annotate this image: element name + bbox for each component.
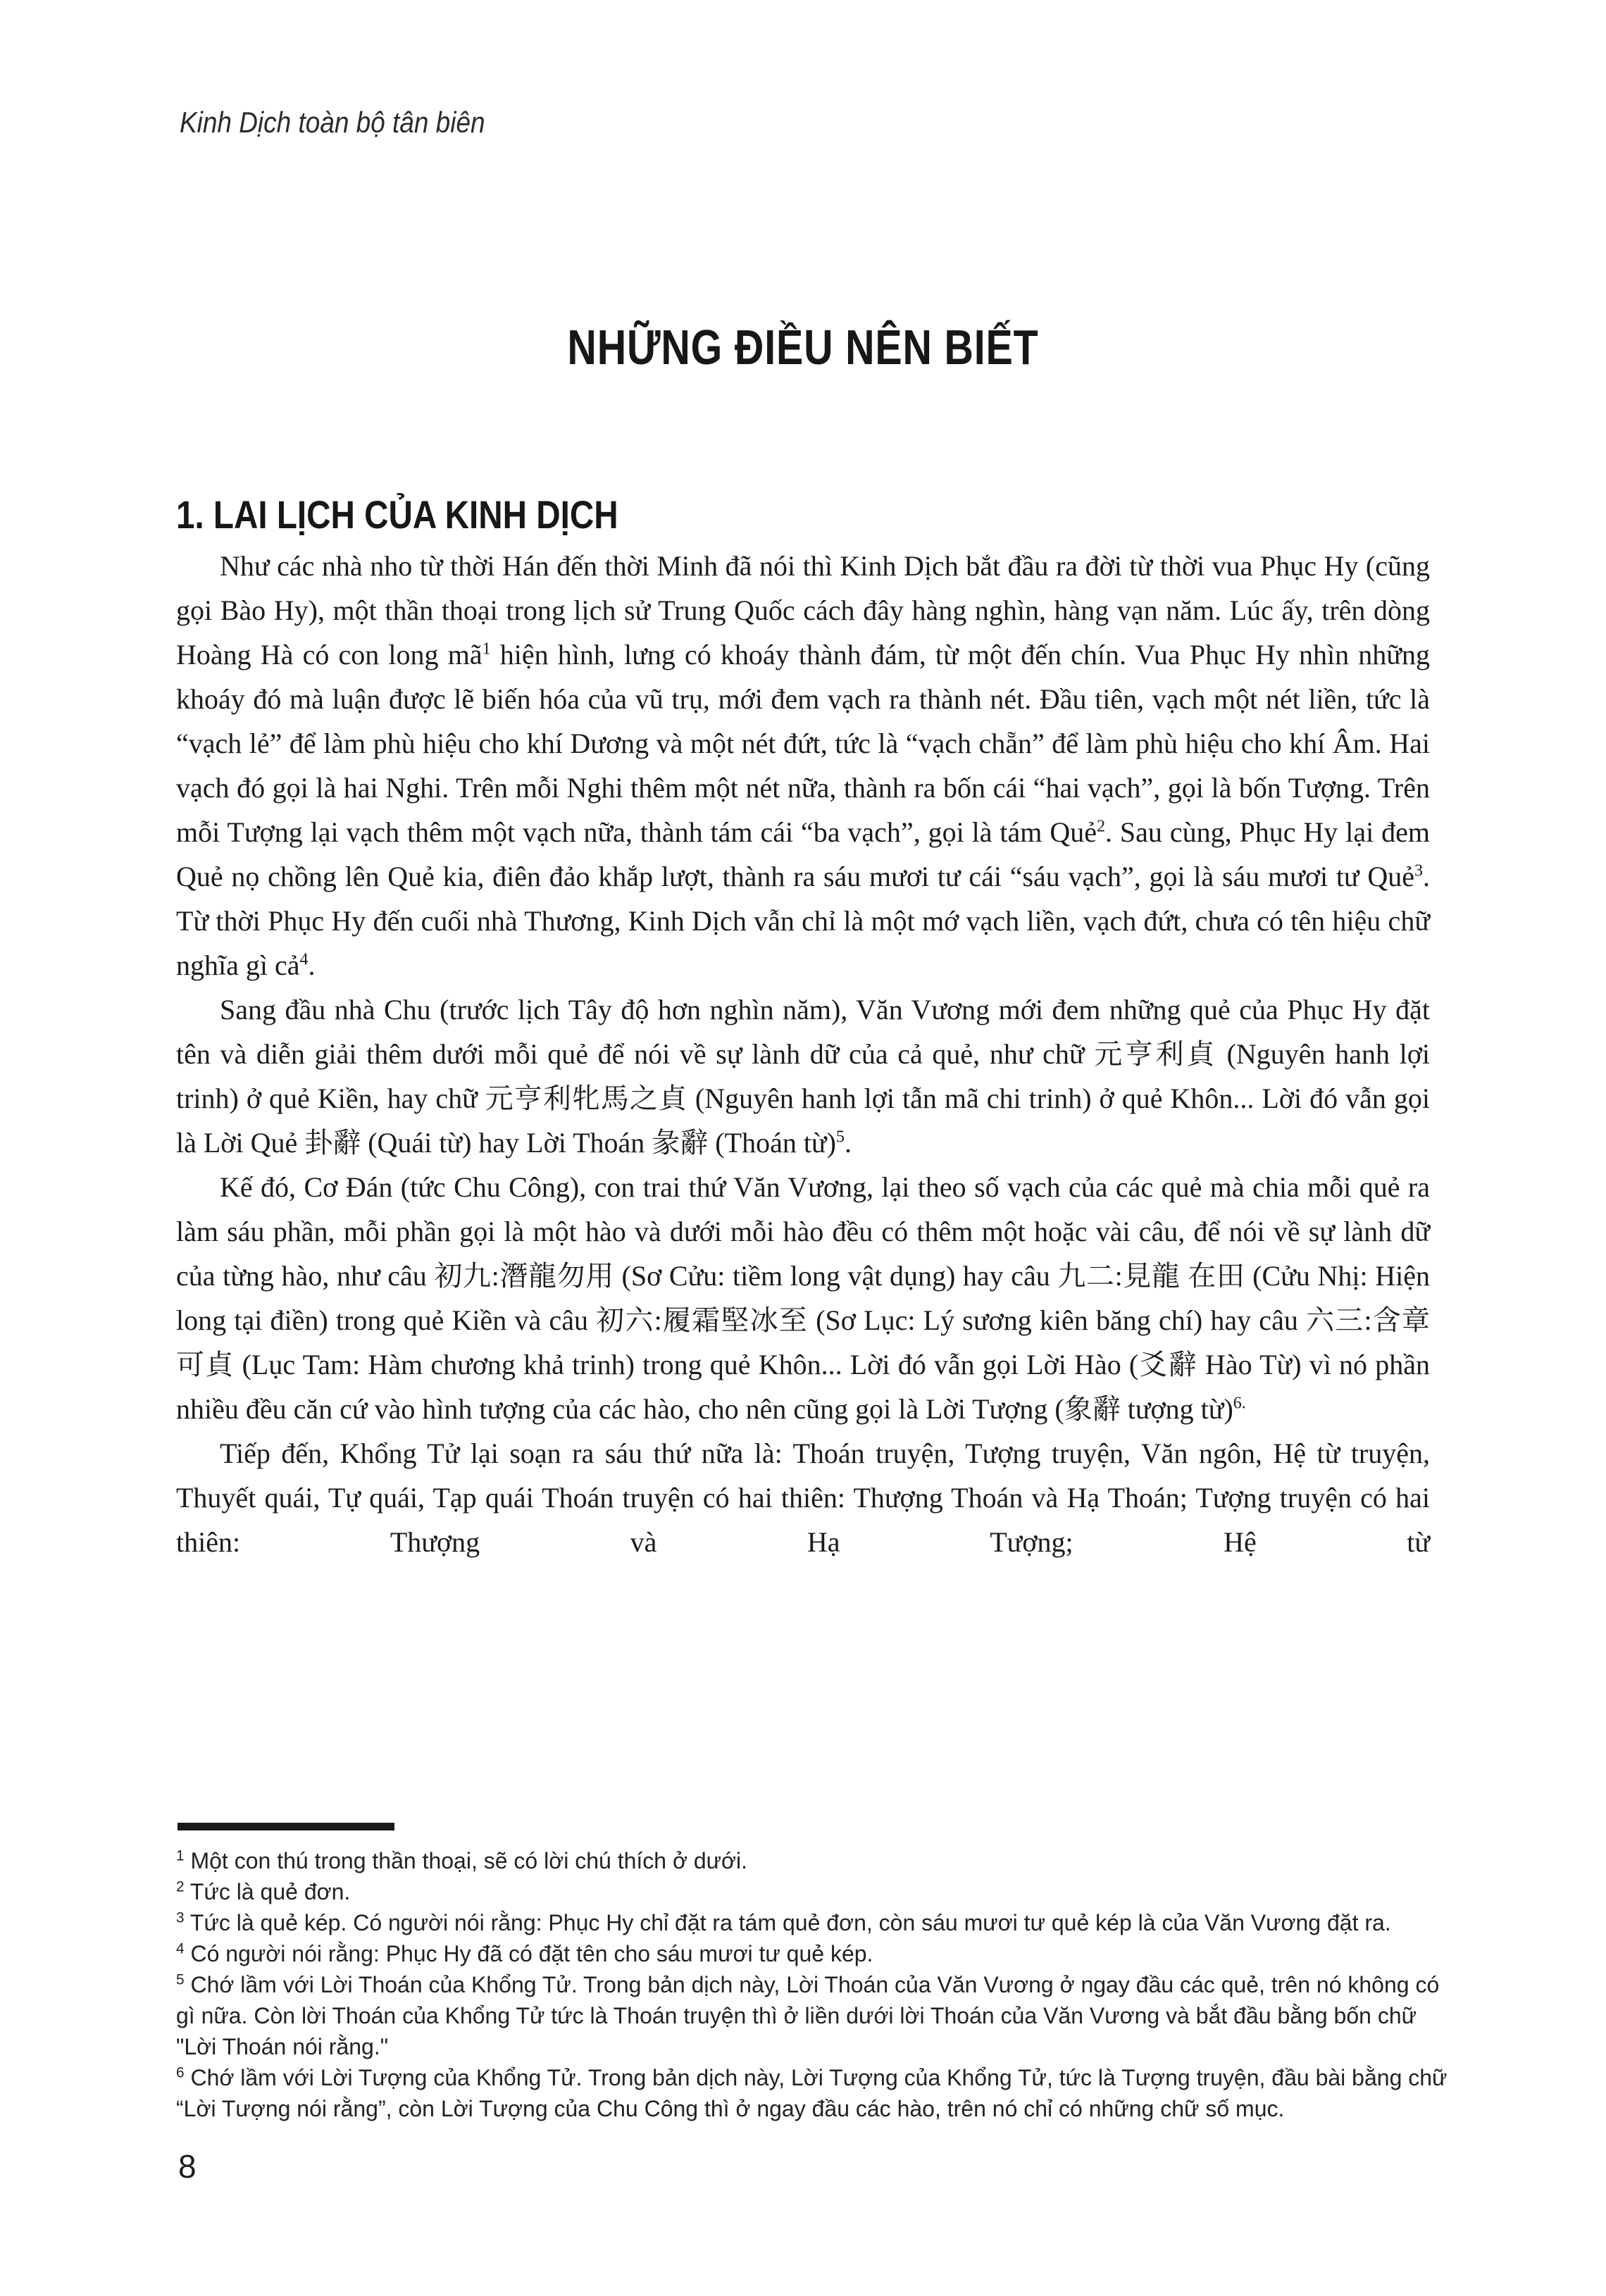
footnote-item: $^4$ Có người nói rằng: Phục Hy đã có đặt tên cho sáu mươi tư quẻ kép. [176, 1940, 873, 1966]
footnote-item: $^5$ Chớ lầm với Lời Thoán của Khổng Tử. Trong bản dịch này, Lời Thoán của Văn Vương ở ngay đầu các quẻ, trên nó không có gì nữa. Còn lời Thoán của Khổng Tử tức là Thoán truyện thì ở liền dưới lời Thoán của Văn Vương và bắt đầu bằng bốn chữ "Lời Thoán nói rằng." [176, 1971, 1440, 2059]
footnote-ref: 5 [835, 1128, 845, 1147]
body-paragraph: Tiếp đến, Khổng Tử lại soạn ra sáu thứ nữa là: Thoán truyện, Tượng truyện, Văn ngôn, Hệ từ truyện, Thuyết quái, Tự quái, Tạp quái Thoán truyện có hai thiên: Thượng Thoán và Hạ Thoán; Tượng truyện có hai thiên: Thượng và Hạ Tượng; Hệ từ [176, 1437, 1430, 1558]
footnote-marker: 4 [176, 1940, 185, 1957]
footnote-marker: 2 [176, 1878, 185, 1895]
footnote-marker: 1 [176, 1847, 185, 1864]
footnote-ref: 2 [1096, 817, 1105, 836]
footnote-ref: 1 [482, 639, 491, 659]
body-paragraph: Kế đó, Cơ Đán (tức Chu Công), con trai thứ Văn Vương, lại theo số vạch của các quẻ mà chia mỗi quẻ ra làm sáu phần, mỗi phần gọi là một hào và dưới mỗi hào đều có thêm một hoặc vài câu, để nói về sự lành dữ của từng hào, như câu 初九:潛龍勿用 (Sơ Cửu: tiềm long vật dụng) hay câu 九二:見龍 在田 (Cửu Nhị: Hiện long tại điền) trong quẻ Kiền và câu 初六:履霜堅冰至 (Sơ Lục: Lý sương kiên băng chí) hay câu 六三:含章可貞 (Lục Tam: Hàm chương khả trinh) trong quẻ Khôn... Lời đó vẫn gọi Lời Hào (爻辭 Hào Từ) vì nó phần nhiều đều căn cứ vào hình tượng của các hào, cho nên cũng gọi là Lời Tượng (象辭 tượng từ)$^{6.}$ [176, 1171, 1430, 1425]
footnote-ref: 6. [1233, 1394, 1246, 1413]
body-paragraph: Sang đầu nhà Chu (trước lịch Tây độ hơn nghìn năm), Văn Vương mới đem những quẻ của Phục Hy đặt tên và diễn giải thêm dưới mỗi quẻ để nói về sự lành dữ của cả quẻ, như chữ 元亨利貞 (Nguyên hanh lợi trinh) ở quẻ Kiền, hay chữ 元亨利牝馬之貞 (Nguyên hanh lợi tẫn mã chi trinh) ở quẻ Khôn... Lời đó vẫn gọi là Lời Quẻ 卦辭 (Quái từ) hay Lời Thoán 彖辭 (Thoán từ)$^5$. [176, 994, 1430, 1159]
section-heading: 1. LAI LỊCH CỦA KINH DỊCH [176, 492, 618, 537]
footnote-item: $^3$ Tức là quẻ kép. Có người nói rằng: Phục Hy chỉ đặt ra tám quẻ đơn, còn sáu mươi tư quẻ kép là của Văn Vương đặt ra. [176, 1909, 1391, 1935]
footnote-marker: 3 [176, 1909, 185, 1926]
page-number: 8 [178, 2148, 197, 2185]
footnote-item: $^6$ Chớ lầm với Lời Tượng của Khổng Tử. Trong bản dịch này, Lời Tượng của Khổng Tử, tức là Tượng truyện, đầu bài bằng chữ “Lời Tượng nói rằng”, còn Lời Tượng của Chu Công thì ở ngay đầu các hào, trên nó chỉ có những chữ số mục. [176, 2064, 1448, 2121]
body-paragraph: Như các nhà nho từ thời Hán đến thời Minh đã nói thì Kinh Dịch bắt đầu ra đời từ thời vua Phục Hy (cũng gọi Bào Hy), một thần thoại trong lịch sử Trung Quốc cách đây hàng nghìn, hàng vạn năm. Lúc ấy, trên dòng Hoàng Hà có con long $mã^1$ hiện hình, lưng có khoáy thành đám, từ một đến chín. Vua Phục Hy nhìn những khoáy đó mà luận được lẽ biến hóa của vũ trụ, mới đem vạch ra thành nét. Đầu tiên, vạch một nét liền, tức là “vạch lẻ” để làm phù hiệu cho khí Dương và một nét đứt, tức là “vạch chẵn” để làm phù hiệu cho khí Âm. Hai vạch đó gọi là hai Nghi. Trên mỗi Nghi thêm một nét nữa, thành ra bốn cái “hai vạch”, gọi là bốn Tượng. Trên mỗi Tượng lại vạch thêm một vạch nữa, thành tám cái “ba vạch”, gọi là tám Quẻ$^2$. Sau cùng, Phục Hy lại đem Quẻ nọ chồng lên Quẻ kia, điên đảo khắp lượt, thành ra sáu mươi tư cái “sáu vạch”, gọi là sáu mươi tư Quẻ$^3$. Từ thời Phục Hy đến cuối nhà Thương, Kinh Dịch vẫn chỉ là một mớ vạch liền, vạch đứt, chưa có tên hiệu chữ nghĩa gì cả$^4$. [176, 550, 1430, 981]
running-header: Kinh Dịch toàn bộ tân biên [180, 106, 485, 139]
footnote-item: $^2$ Tức là quẻ đơn. [176, 1878, 351, 1904]
page-title: NHỮNG ĐIỀU NÊN BIẾT [567, 320, 1039, 375]
footnote-ref: 4 [299, 950, 309, 969]
footnote-separator [178, 1823, 394, 1830]
footnotes [176, 1845, 1451, 2124]
footnote-marker: 5 [176, 1971, 185, 1988]
body-text [176, 544, 1430, 1564]
footnote-ref: 3 [1414, 861, 1423, 880]
footnote-marker: 6 [176, 2064, 185, 2081]
footnote-item: $^1$ Một con thú trong thần thoại, sẽ có lời chú thích ở dưới. [176, 1847, 748, 1873]
